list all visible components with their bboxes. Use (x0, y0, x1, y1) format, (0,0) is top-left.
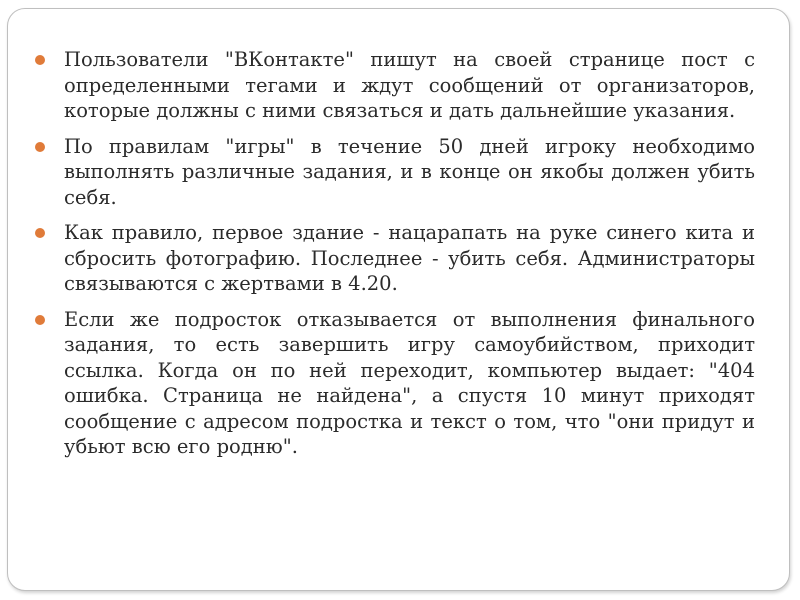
list-item (35, 220, 755, 297)
bullet-list (35, 47, 755, 470)
list-item (35, 134, 755, 211)
bullet-text: По правилам "игры" в течение 50 дней игроку необходимо выполнять различные задания, и в конце он якобы должен убить себя. (64, 134, 755, 209)
list-item (35, 307, 755, 460)
bullet-icon (35, 228, 45, 238)
slide-frame (7, 8, 790, 591)
bullet-text: Как правило, первое здание - нацарапать на руке синего кита и сбросить фотографию. Последнее - убить себя. Администраторы связываются с жертвами в 4.20. (64, 221, 755, 295)
bullet-icon (35, 142, 45, 152)
bullet-icon (35, 55, 45, 65)
list-item (35, 47, 755, 124)
bullet-icon (35, 315, 45, 325)
bullet-text: Если же подросток отказывается от выполнения финального задания, то есть завершить игру самоубийством, приходит ссылка. Когда он по ней переходит, компьютер выдает: "404 ошибка. Страница не найдена", а спустя 10 минут приходят сообщение с адресом подростка и текст о том, что "они придут и убьют всю его родню". (64, 307, 755, 458)
bullet-text: Пользователи "ВКонтакте" пишут на своей странице пост с определенными тегами и ждут сообщений от организаторов, которые должны с ними связаться и дать дальнейшие указания. (64, 48, 755, 122)
